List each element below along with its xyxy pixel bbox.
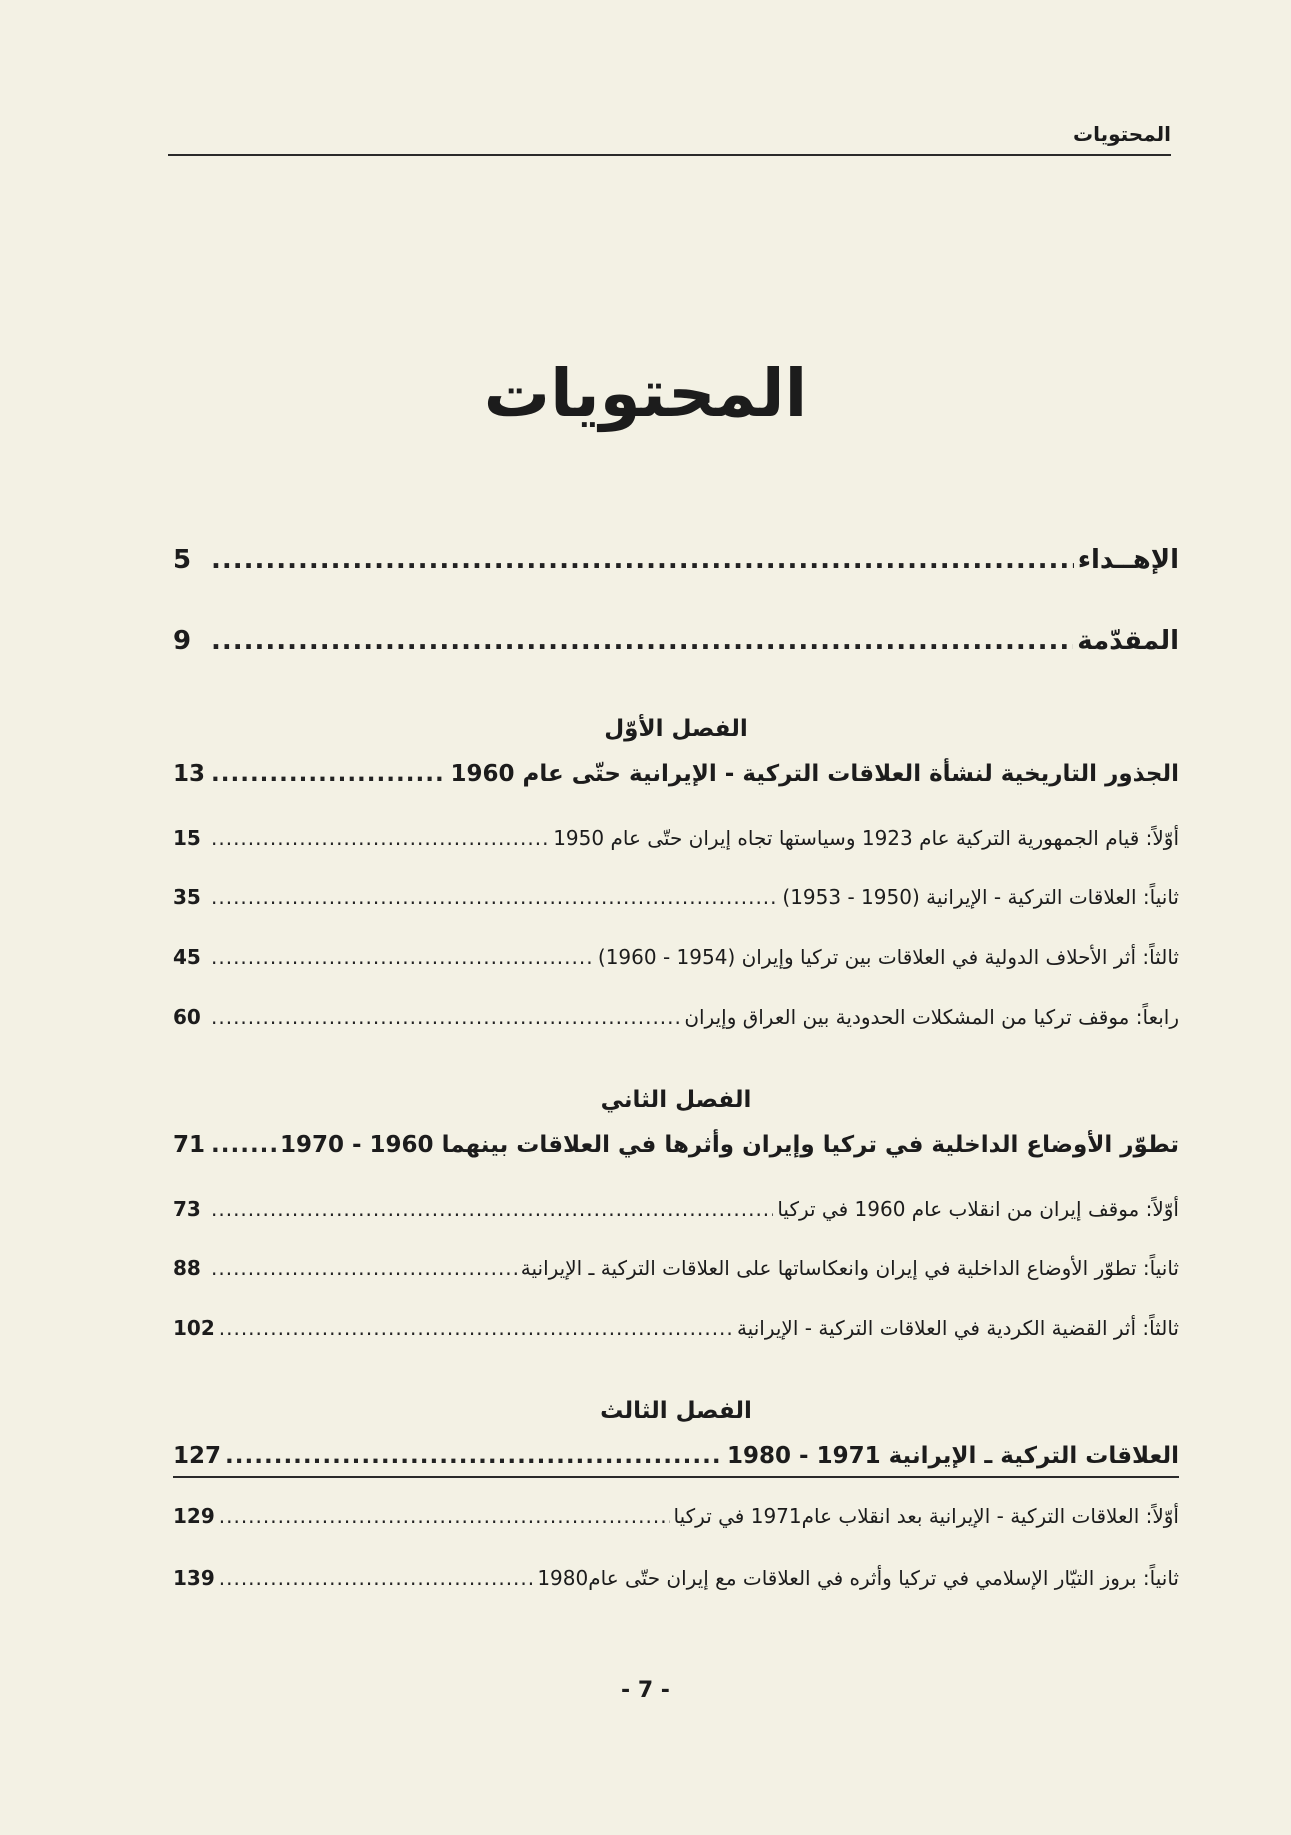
chapter-heading-2[interactable] [173, 1132, 1179, 1158]
toc-leader-dots [211, 1256, 517, 1280]
toc-entry[interactable] [173, 1005, 1179, 1029]
toc-page-number: 45 [173, 945, 201, 969]
toc-leader-dots [211, 1005, 680, 1029]
toc-page-number: 71 [173, 1132, 206, 1158]
toc-leader-dots [211, 826, 549, 850]
toc-entry[interactable] [173, 1256, 1179, 1280]
toc-page-number: 13 [173, 761, 206, 787]
toc-entry[interactable] [173, 945, 1179, 969]
toc-entry-title: الجذور التاريخية لنشأة العلاقات التركية - الإيرانية حتّى عام 1960 [450, 761, 1179, 787]
toc-entry-title: تطوّر الأوضاع الداخلية في تركيا وإيران وأثرها في العلاقات بينهما 1960 - 1970 [279, 1132, 1179, 1158]
toc-leader-dots [211, 945, 594, 969]
toc-leader-dots [211, 626, 1073, 656]
toc-entry-introduction[interactable] [173, 626, 1179, 656]
toc-entry-title: ثانياً: العلاقات التركية - الإيرانية (1950 - 1953) [782, 885, 1179, 909]
toc-page-number: 35 [173, 885, 201, 909]
toc-entry-dedication[interactable] [173, 545, 1179, 575]
page-number-footer: - 7 - [621, 1678, 670, 1703]
toc-page-number: 139 [173, 1566, 215, 1590]
chapter-heading-rule [173, 1476, 1179, 1478]
toc-leader-dots [225, 1443, 723, 1469]
toc-entry-title: ثانياً: بروز التيّار الإسلامي في تركيا وأثره في العلاقات مع إيران حتّى عام1980 [537, 1566, 1179, 1590]
toc-entry-title: المقدّمة [1077, 626, 1179, 656]
toc-leader-dots [211, 761, 447, 787]
toc-page-number: 73 [173, 1197, 201, 1221]
toc-page-number: 5 [173, 545, 192, 575]
chapter-label-2: الفصل الثاني [600, 1087, 752, 1113]
toc-entry-title: ثالثاً: أثر الأحلاف الدولية في العلاقات بين تركيا وإيران (1954 - 1960) [597, 945, 1179, 969]
toc-leader-dots [211, 885, 778, 909]
toc-entry-title: أوّلاً: العلاقات التركية - الإيرانية بعد انقلاب عام1971 في تركيا [673, 1504, 1179, 1528]
toc-entry-title: ثالثاً: أثر القضية الكردية في العلاقات التركية - الإيرانية [736, 1316, 1179, 1340]
toc-page-number: 60 [173, 1005, 201, 1029]
toc-leader-dots [211, 1197, 773, 1221]
toc-entry-title: ثانياً: تطوّر الأوضاع الداخلية في إيران وانعكاساتها على العلاقات التركية ـ الإيرانية [520, 1256, 1179, 1280]
toc-entry-title: أوّلاً: قيام الجمهورية التركية عام 1923 وسياستها تجاه إيران حتّى عام 1950 [553, 826, 1179, 850]
toc-leader-dots [219, 1504, 670, 1528]
toc-leader-dots [211, 545, 1074, 575]
running-head [168, 122, 1171, 156]
chapter-label-3: الفصل الثالث [600, 1398, 752, 1424]
toc-leader-dots [211, 1132, 276, 1158]
toc-page-number: 88 [173, 1256, 201, 1280]
toc-page-number: 9 [173, 626, 192, 656]
toc-page-number: 15 [173, 826, 201, 850]
toc-page-number: 127 [173, 1443, 222, 1469]
toc-entry-title: رابعاً: موقف تركيا من المشكلات الحدودية بين العراق وإيران [684, 1005, 1179, 1029]
toc-entry-title: الإهــداء [1077, 545, 1179, 575]
chapter-heading-1[interactable] [173, 761, 1179, 787]
chapter-heading-3[interactable] [173, 1443, 1179, 1469]
running-head-text: المحتويات [1072, 122, 1171, 146]
toc-entry[interactable] [173, 1316, 1179, 1340]
toc-entry[interactable] [173, 885, 1179, 909]
toc-leader-dots [219, 1316, 733, 1340]
page-title: المحتويات [483, 355, 808, 432]
toc-entry[interactable] [173, 1504, 1179, 1528]
toc-page-number: 129 [173, 1504, 215, 1528]
chapter-label-1: الفصل الأوّل [604, 716, 748, 742]
toc-page-number: 102 [173, 1316, 215, 1340]
toc-entry[interactable] [173, 1197, 1179, 1221]
toc-leader-dots [219, 1566, 534, 1590]
toc-entry-title: أوّلاً: موقف إيران من انقلاب عام 1960 في تركيا [777, 1197, 1179, 1221]
toc-entry[interactable] [173, 826, 1179, 850]
toc-entry-title: العلاقات التركية ـ الإيرانية 1971 - 1980 [727, 1443, 1179, 1469]
toc-entry[interactable] [173, 1566, 1179, 1590]
